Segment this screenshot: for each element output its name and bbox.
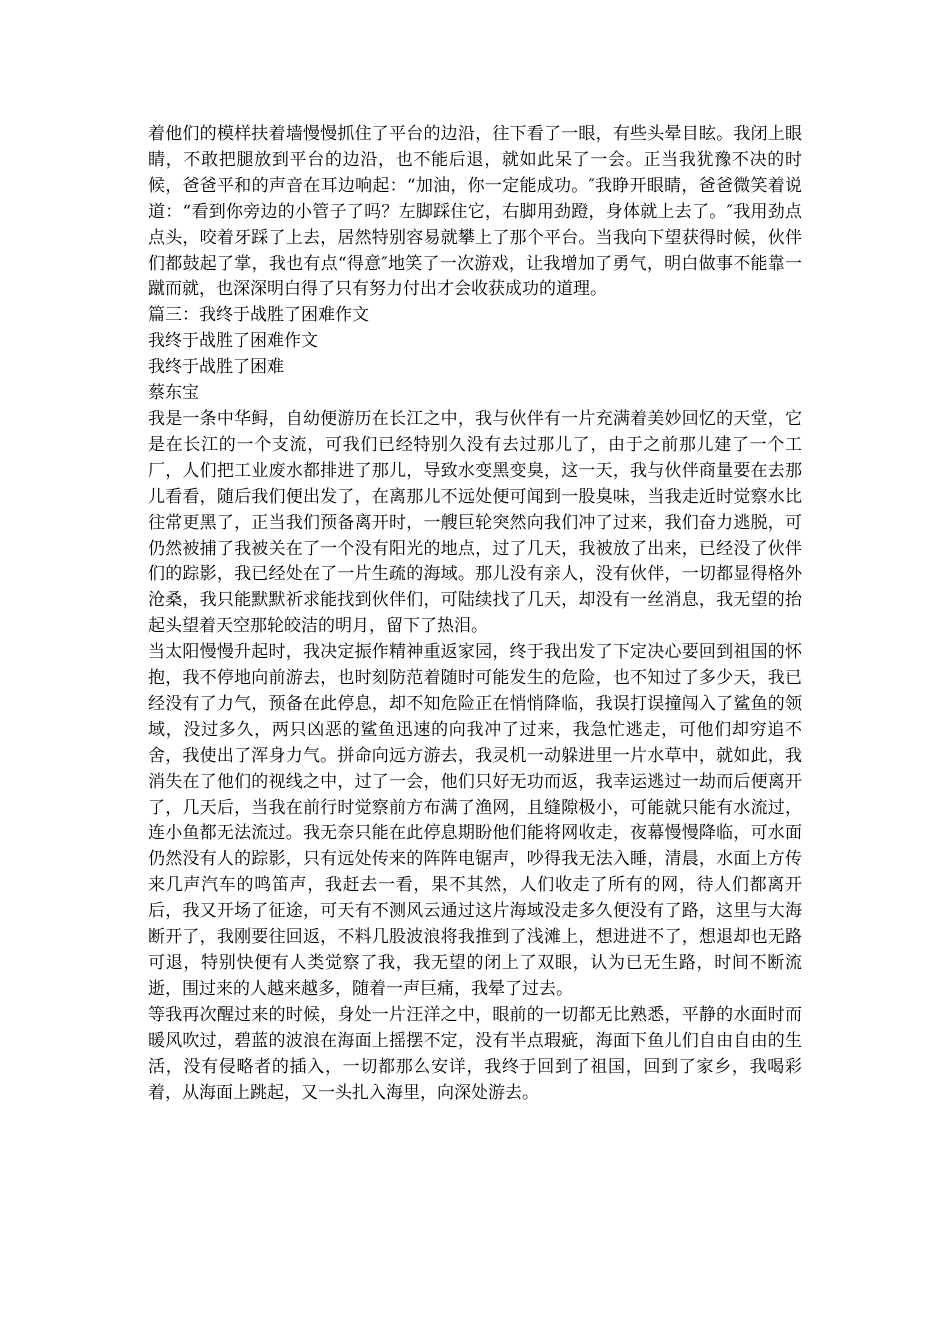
paragraph-continuation: 着他们的模样扶着墙慢慢抓住了平台的边沿，往下看了一眼，有些头晕目眩。我闭上眼睛，不敢把腿放到平台的边沿，也不能后退，就如此呆了一会。正当我犹豫不决的时候，爸爸平和的声音在耳边响起：“加油，你一定能成功。″我睁开眼睛，爸爸微笑着说道：“看到你旁边的小管子了吗？左脚踩住它，右脚用劲蹬，身体就上去了。″我用劲点点头，咬着牙踩了上去，居然特别容易就攀上了那个平台。当我向下望获得时候，伙伴们都鼓起了掌，我也有点“得意″地笑了一次游戏，让我增加了勇气，明白做事不能靠一蹴而就，也深深明白得了只有努力付出才会收获成功的道理。 xyxy=(148,124,802,300)
document-page xyxy=(148,122,802,1106)
essay-title: 我终于战胜了困难作文 xyxy=(148,331,318,352)
section-heading: 篇三：我终于战胜了困难作文 xyxy=(148,305,369,326)
paragraph-2: 当太阳慢慢升起时，我决定振作精神重返家园，终于我出发了下定决心要回到祖国的怀抱，我不停地向前游去，也时刻防范着随时可能发生的危险，也不知过了多少天，我已经没有了力气，预备在此停息，却不知危险正在悄悄降临，我误打误撞闯入了鲨鱼的领域，没过多久，两只凶恶的鲨鱼迅速的向我冲了过来，我急忙逃走，可他们却穷追不舍，我使出了浑身力气。拼命向远方游去，我灵机一动躲进里一片水草中，就如此，我消失在了他们的视线之中，过了一会，他们只好无功而返，我幸运逃过一劫而后便离开了，几天后，当我在前行时觉察前方布满了渔网，且缝隙极小，可能就只能有水流过，连小鱼都无法流过。我无奈只能在此停息期盼他们能将网收走，夜幕慢慢降临，可水面仍然没有人的踪影，只有远处传来的阵阵电锯声，吵得我无法入睡，清晨，水面上方传来几声汽车的鸣笛声，我赶去一看，果不其然，人们收走了所有的网，待人们都离开后，我又开场了征途，可天有不测风云通过这片海域没走多久便没有了路，这里与大海断开了，我刚要往回返，不料几股波浪将我推到了浅滩上，想进进不了，想退却也无路可退，特别快便有人类觉察了我，我无望的闭上了双眼，认为已无生路，时间不断流逝，围过来的人越来越多，随着一声巨痛，我晕了过去。 xyxy=(148,642,802,999)
paragraph-1: 我是一条中华鲟，自幼便游历在长江之中，我与伙伴有一片充满着美妙回忆的天堂，它是在长江的一个支流，可我们已经特别久没有去过那儿了，由于之前那儿建了一个工厂，人们把工业废水都排进了那儿，导致水变黑变臭，这一天，我与伙伴商量要在去那儿看看，随后我们便出发了，在离那儿不远处便可闻到一股臭味，当我走近时觉察水比往常更黑了，正当我们预备离开时，一艘巨轮突然向我们冲了过来，我们奋力逃脱，可仍然被捕了我被关在了一个没有阳光的地点，过了几天，我被放了出来，已经没了伙伴们的踪影，我已经处在了一片生疏的海域。那儿没有亲人，没有伙伴，一切都显得格外沧桑，我只能默默祈求能找到伙伴们，可陆续找了几天，却没有一丝消息，我无望的抬起头望着天空那轮皎洁的明月，留下了热泪。 xyxy=(148,408,802,637)
paragraph-3: 等我再次醒过来的时候，身处一片汪洋之中，眼前的一切都无比熟悉，平静的水面时而暖风吹过，碧蓝的波浪在海面上摇摆不定，没有半点瑕疵，海面下鱼儿们自由自由的生活，没有侵略者的插入，一切都那么安详，我终于回到了祖国，回到了家乡，我喝彩着，从海面上跳起，又一头扎入海里，向深处游去。 xyxy=(148,1004,802,1103)
essay-subtitle: 我终于战胜了困难 xyxy=(148,357,284,378)
author-name: 蔡东宝 xyxy=(148,383,199,404)
